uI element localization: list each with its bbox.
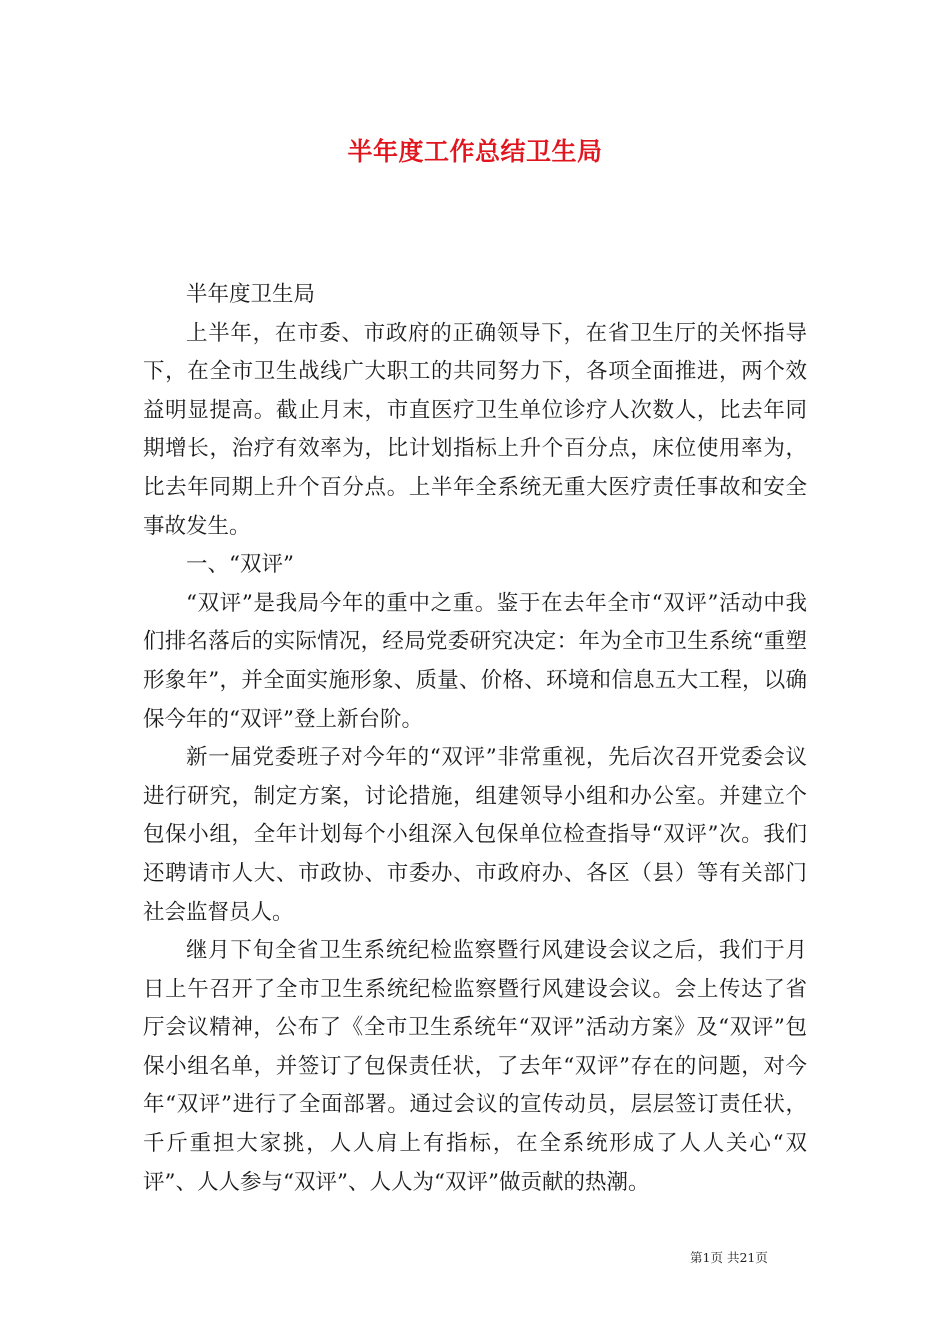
page-number-footer: [690, 1248, 820, 1266]
footer-total: 21: [739, 1250, 756, 1265]
paragraph-heading: 半年度卫生局: [186, 282, 316, 307]
footer-prefix: 第: [690, 1250, 703, 1265]
paragraph-committee: 新一届党委班子对今年的“双评”非常重视，先后次召开党委会议进行研究，制定方案，讨论措施，组建领导小组和办公室。并建立个包保小组，全年计划每个小组深入包保单位检查指导“双评”次。我们还聘请市人大、市政协、市委办、市政府办、各区（县）等有关部门社会监督员人。: [143, 745, 807, 925]
paragraph-shuangping-focus: “双评”是我局今年的重中之重。鉴于在去年全市“双评”活动中我们排名落后的实际情况，经局党委研究决定：年为全市卫生系统“重塑形象年”，并全面实施形象、质量、价格、环境和信息五大工程，以确保今年的“双评”登上新台阶。: [143, 590, 807, 732]
paragraph-intro: 上半年，在市委、市政府的正确领导下，在省卫生厅的关怀指导下，在全市卫生战线广大职工的共同努力下，各项全面推进，两个效益明显提高。截止月末，市直医疗卫生单位诊疗人次数人，比去年同期增长，治疗有效率为，比计划指标上升个百分点，床位使用率为，比去年同期上升个百分点。上半年全系统无重大医疗责任事故和安全事故发生。: [143, 320, 807, 539]
document-body: [143, 276, 807, 1202]
footer-middle: 页 共: [710, 1250, 740, 1265]
footer-page: 1: [702, 1250, 711, 1265]
paragraph-meeting: 继月下旬全省卫生系统纪检监察暨行风建设会议之后，我们于月日上午召开了全市卫生系统纪检监察暨行风建设会议。会上传达了省厅会议精神，公布了《全市卫生系统年“双评”活动方案》及“双评”包保小组名单，并签订了包保责任状，了去年“双评”存在的问题，对今年“双评”进行了全面部署。通过会议的宣传动员，层层签订责任状，千斤重担大家挑，人人肩上有指标，在全系统形成了人人关心“双评”、人人参与“双评”、人人为“双评”做贡献的热潮。: [143, 938, 807, 1195]
footer-suffix: 页: [755, 1250, 768, 1265]
section-heading-shuangping: 一、“双评”: [186, 552, 294, 578]
document-title: 半年度工作总结卫生局: [347, 137, 603, 166]
